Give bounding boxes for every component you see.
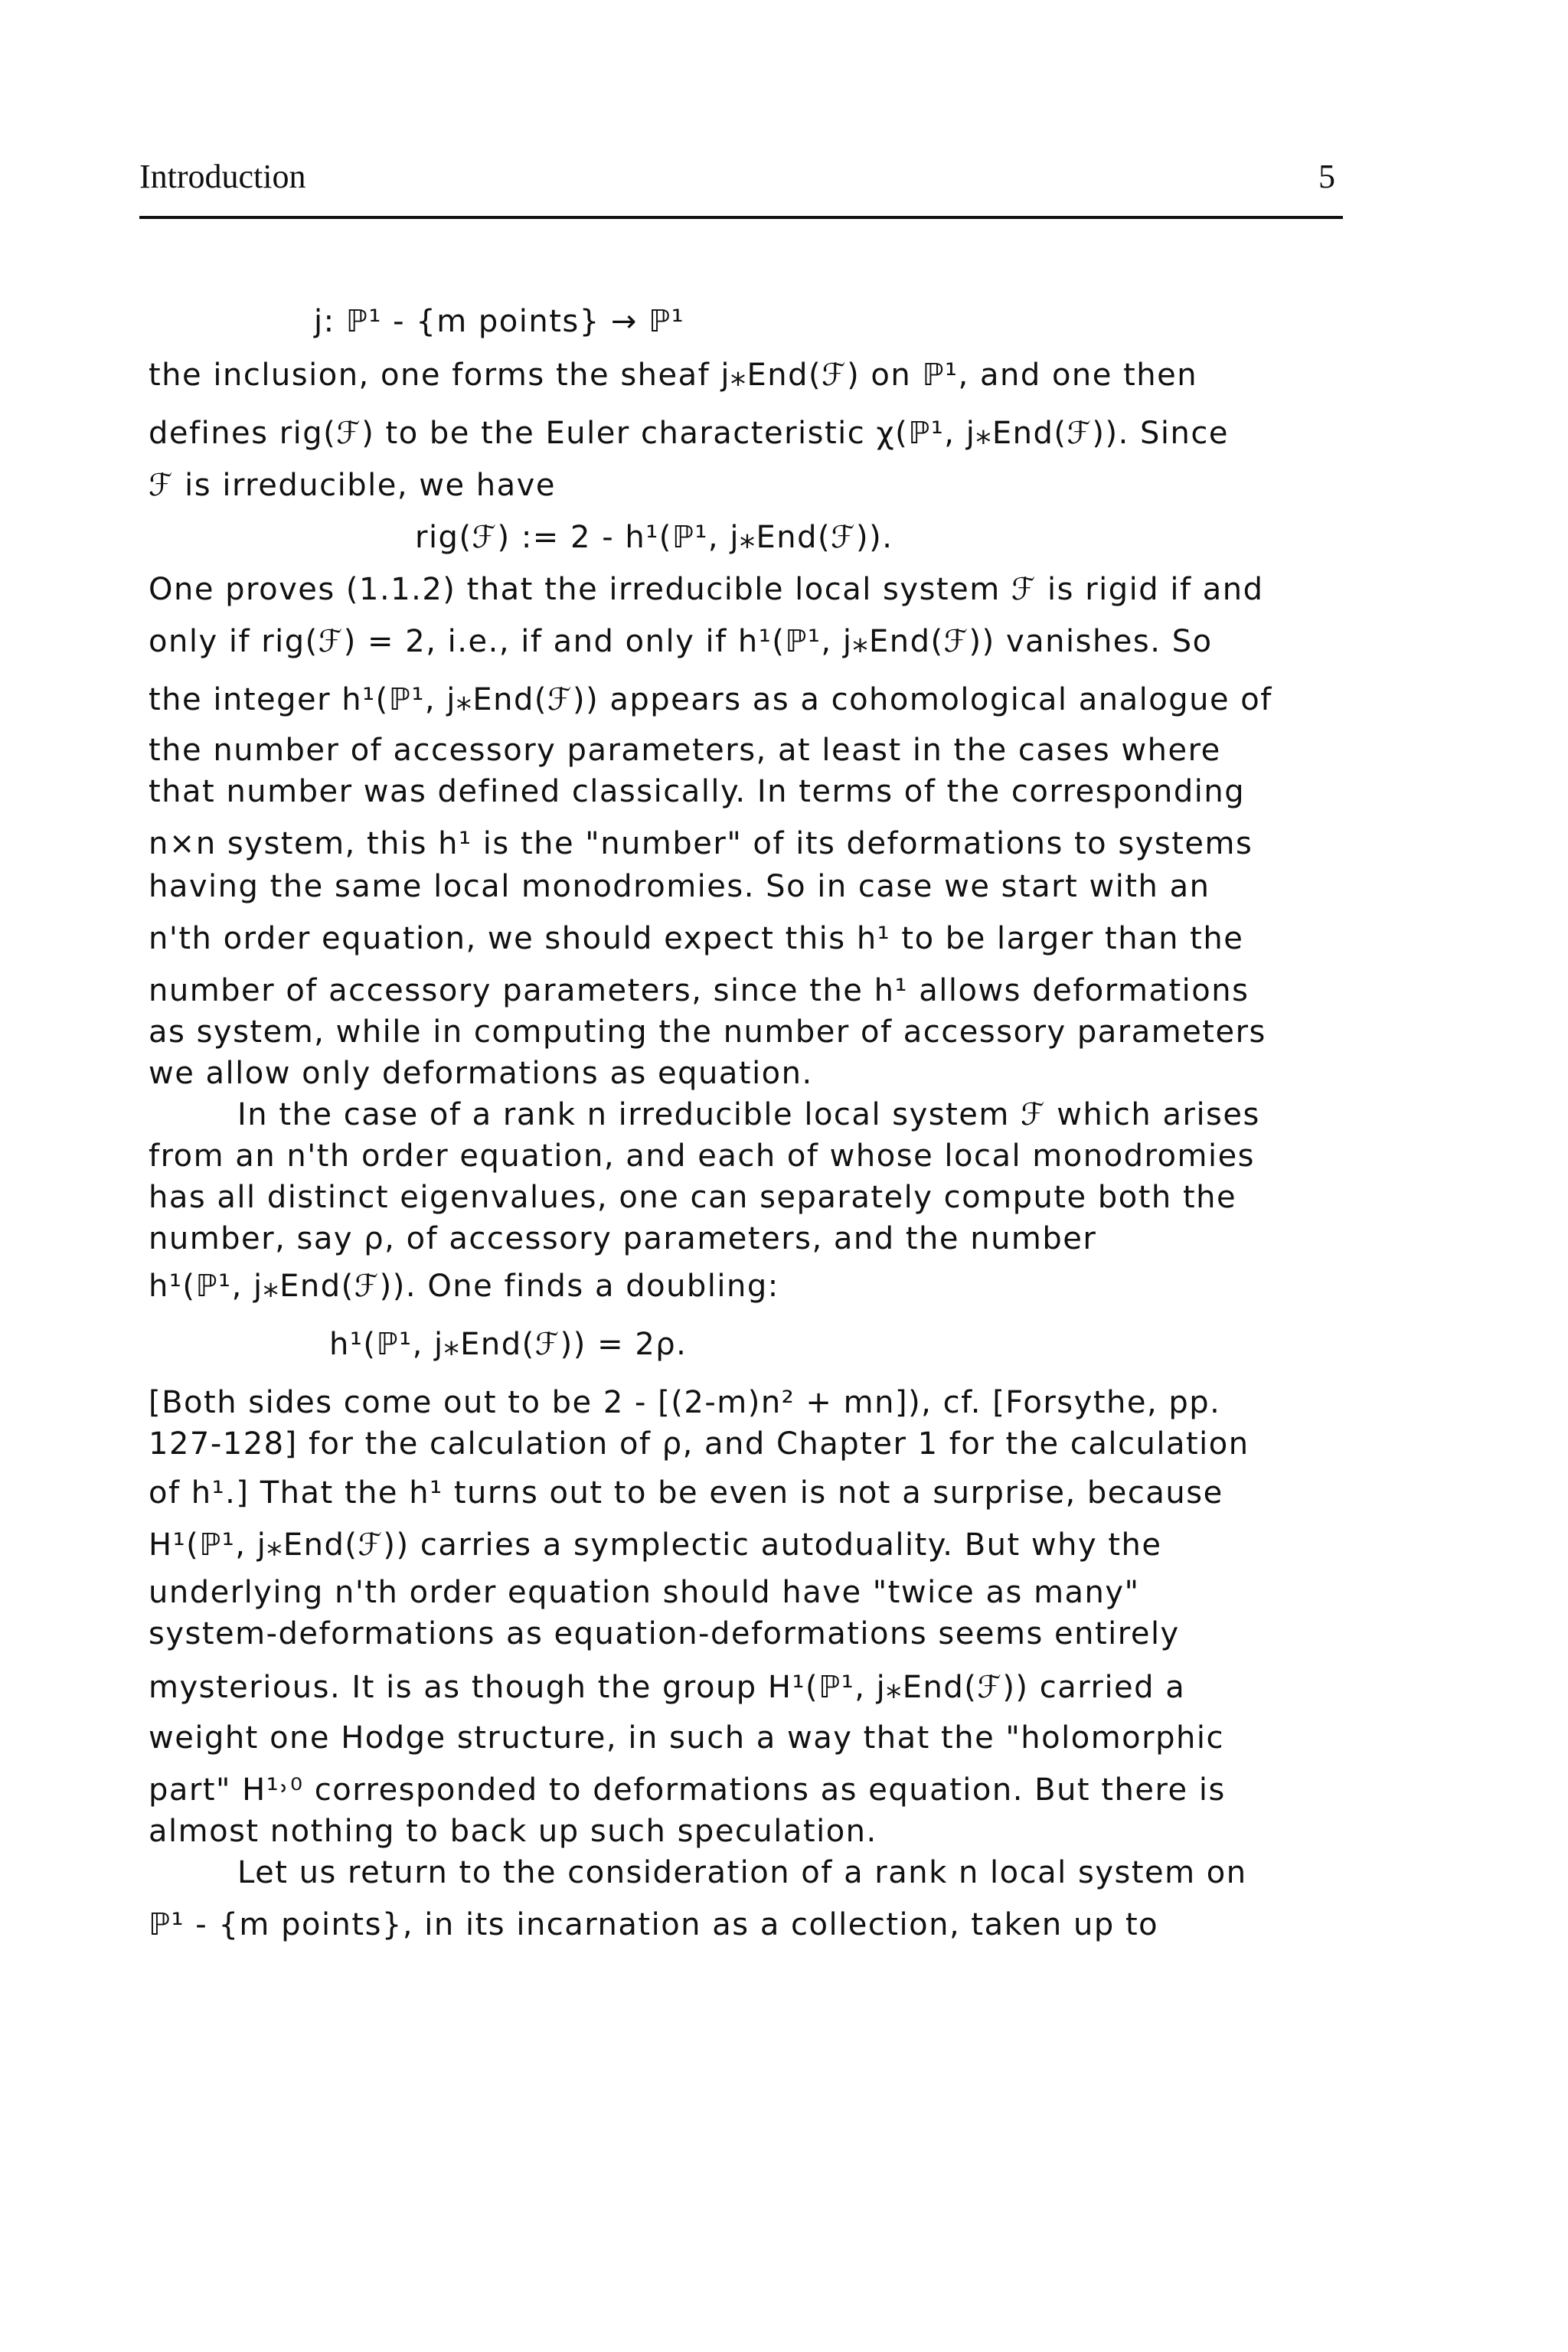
text-line: 127-128] for the calculation of ρ, and Chapter 1 for the calculation <box>149 1426 1250 1462</box>
text-line: part" H¹˒⁰ corresponded to deformations as equation. But there is <box>149 1772 1226 1808</box>
text-line: from an n'th order equation, and each of whose local monodromies <box>149 1138 1256 1174</box>
bottom-margin <box>0 2067 1568 2352</box>
text-line: weight one Hodge structure, in such a way that the "holomorphic <box>149 1720 1224 1756</box>
text-line: n'th order equation, we should expect this h¹ to be larger than the <box>149 921 1244 956</box>
text-line: the inclusion, one forms the sheaf j⁎End(ℱ) on ℙ¹, and one then <box>149 358 1198 393</box>
display-formula-doubling: h¹(ℙ¹, j⁎End(ℱ)) = 2ρ. <box>329 1327 688 1362</box>
text-line: the number of accessory parameters, at least in the cases where <box>149 733 1221 768</box>
text-line-indented: In the case of a rank n irreducible local system ℱ which arises <box>237 1097 1260 1132</box>
text-line: system-deformations as equation-deformations seems entirely <box>149 1616 1180 1651</box>
text-line: underlying n'th order equation should have "twice as many" <box>149 1575 1140 1610</box>
text-line: n×n system, this h¹ is the "number" of its deformations to systems <box>149 826 1253 861</box>
header-rule <box>139 216 1343 219</box>
text-line: the integer h¹(ℙ¹, j⁎End(ℱ)) appears as a cohomological analogue of <box>149 682 1272 717</box>
text-line: mysterious. It is as though the group H¹(ℙ¹, j⁎End(ℱ)) carried a <box>149 1670 1186 1705</box>
text-line: only if rig(ℱ) = 2, i.e., if and only if h¹(ℙ¹, j⁎End(ℱ)) vanishes. So <box>149 624 1213 659</box>
running-header <box>139 157 1343 211</box>
text-line: having the same local monodromies. So in case we start with an <box>149 869 1210 904</box>
text-line: h¹(ℙ¹, j⁎End(ℱ)). One finds a doubling: <box>149 1269 779 1304</box>
text-line: H¹(ℙ¹, j⁎End(ℱ)) carries a symplectic autoduality. But why the <box>149 1527 1162 1563</box>
text-line: we allow only deformations as equation. <box>149 1056 813 1091</box>
text-line: that number was defined classically. In terms of the corresponding <box>149 774 1246 809</box>
text-line: number of accessory parameters, since the h¹ allows deformations <box>149 973 1250 1008</box>
text-line: almost nothing to back up such speculation. <box>149 1814 877 1849</box>
page-number: 5 <box>1318 158 1335 195</box>
text-line: [Both sides come out to be 2 - [(2-m)n² + mn]), cf. [Forsythe, pp. <box>149 1385 1221 1420</box>
text-line: number, say ρ, of accessory parameters, and the number <box>149 1221 1097 1256</box>
text-line: ℙ¹ - {m points}, in its incarnation as a collection, taken up to <box>149 1907 1159 1942</box>
text-line: of h¹.] That the h¹ turns out to be even is not a surprise, because <box>149 1475 1223 1511</box>
text-line: One proves (1.1.2) that the irreducible local system ℱ is rigid if and <box>149 572 1264 607</box>
running-head-title: Introduction <box>139 158 306 195</box>
display-formula-inclusion: j: ℙ¹ - {m points} → ℙ¹ <box>314 304 685 339</box>
text-line-indented: Let us return to the consideration of a rank n local system on <box>237 1855 1247 1890</box>
text-line: as system, while in computing the number of accessory parameters <box>149 1014 1266 1050</box>
display-formula-rig: rig(ℱ) := 2 - h¹(ℙ¹, j⁎End(ℱ)). <box>415 520 893 555</box>
text-line: has all distinct eigenvalues, one can separately compute both the <box>149 1180 1237 1215</box>
text-line: defines rig(ℱ) to be the Euler characteristic χ(ℙ¹, j⁎End(ℱ)). Since <box>149 416 1229 451</box>
text-line: ℱ is irreducible, we have <box>149 468 556 503</box>
